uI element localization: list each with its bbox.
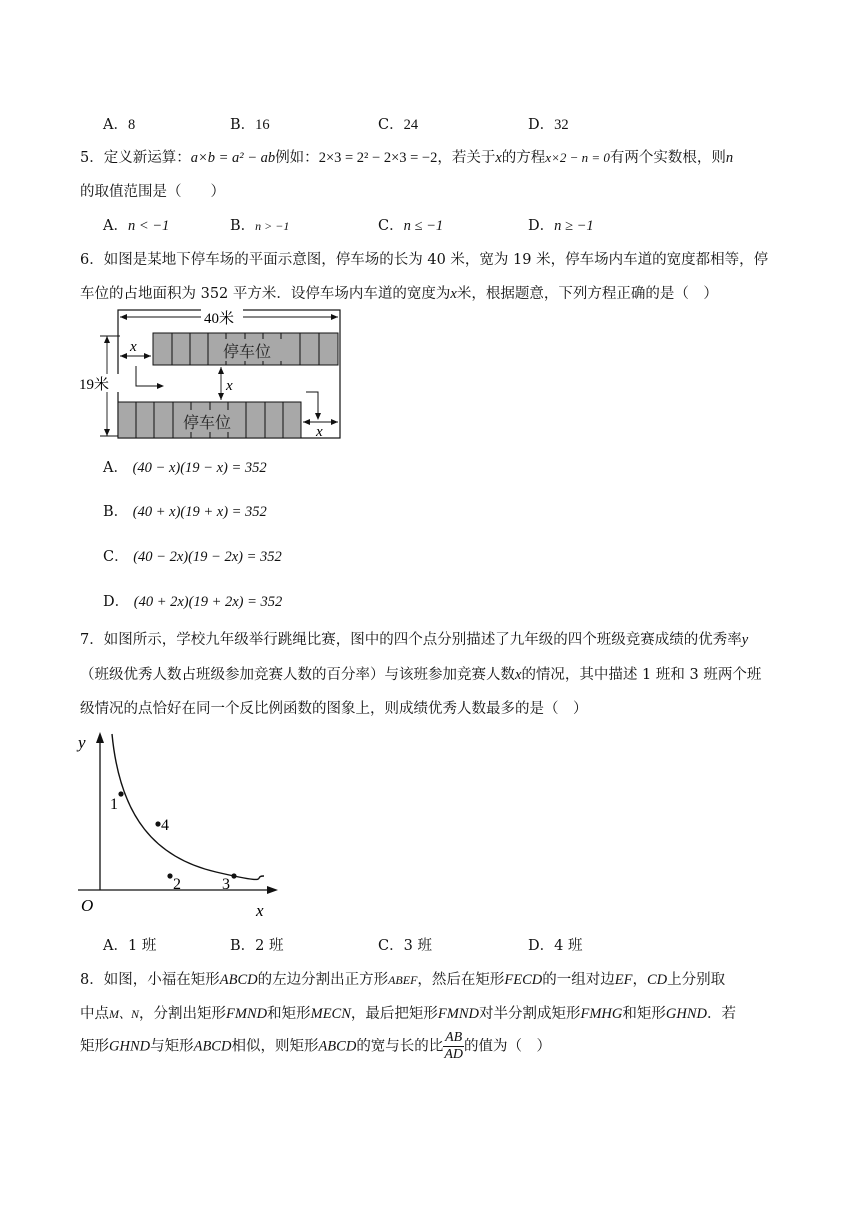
q4-option-b[interactable]: B．16 [230, 117, 270, 133]
width-label: 19米 [79, 377, 110, 393]
q5-option-a[interactable]: A．n < −1 [103, 218, 170, 234]
q5-stem-line2: 的取值范围是（ ） [80, 184, 225, 200]
x-label-bottom-right: x [316, 424, 323, 440]
q8-stem-line1: 8．如图，小福在矩形ABCD的左边分割出正方形ABEF，然后在矩形FECD的一组对边EF，CD上分别取 [80, 972, 726, 988]
q5-option-d[interactable]: D．n ≥ −1 [528, 218, 594, 234]
q4-option-a[interactable]: A．8 [103, 117, 136, 133]
q4-option-d[interactable]: D．32 [528, 117, 569, 133]
inverse-proportion-graph [76, 728, 286, 924]
q6-option-d[interactable]: D． (40 + 2x)(19 + 2x) = 352 [103, 594, 283, 610]
parking-label-bottom: 停车位 [183, 415, 232, 432]
q7-option-a[interactable]: A．1 班 [103, 938, 157, 954]
point-2-label: 2 [173, 876, 181, 893]
q4-option-c[interactable]: C．24 [378, 117, 419, 133]
point-2 [167, 873, 172, 878]
origin-label: O [81, 896, 94, 915]
point-4-label: 4 [161, 817, 169, 834]
q5-option-b[interactable]: B．n > −1 [230, 218, 290, 234]
q7-option-b[interactable]: B．2 班 [230, 938, 284, 954]
q7-stem-line3: 级情况的点恰好在同一个反比例函数的图象上，则成绩优秀人数最多的是（ ） [80, 701, 588, 717]
x-axis-label: x [256, 901, 264, 920]
y-axis-label: y [78, 733, 86, 752]
parking-lot-figure [76, 302, 346, 442]
x-label-top-left: x [130, 339, 137, 355]
q8-stem-line2: 中点M、N，分割出矩形FMND和矩形MECN，最后把矩形FMND对半分割成矩形FMHG和矩形GHND．若 [80, 1006, 736, 1022]
point-4 [155, 821, 160, 826]
q6-option-b[interactable]: B． (40 + x)(19 + x) = 352 [103, 504, 267, 520]
length-label: 40米 [204, 311, 235, 327]
q6-stem-line2: 车位的占地面积为 352 平方米．设停车场内车道的宽度为x米，根据题意，下列方程正确的是（ ） [80, 286, 718, 302]
ab-ad-fraction: $\frac{AB}{AD}$ [444, 1030, 463, 1062]
q6-option-a[interactable]: A． (40 − x)(19 − x) = 352 [103, 460, 267, 476]
q7-option-d[interactable]: D．4 班 [528, 938, 583, 954]
q5-stem-line1: 5．定义新运算：a×b = a² − ab例如：2×3 = 2² − 2×3 = −2，若关于x的方程x×2 − n = 0有两个实数根，则n [80, 150, 734, 166]
point-3-label: 3 [222, 876, 230, 893]
parking-label-top: 停车位 [223, 344, 272, 361]
q6-stem-line1: 6．如图是某地下停车场的平面示意图，停车场的长为 40 米，宽为 19 米，停车场内车道的宽度都相等，停 [80, 252, 769, 268]
point-1 [118, 791, 123, 796]
point-3 [231, 873, 236, 878]
x-label-middle: x [226, 378, 233, 394]
q6-option-c[interactable]: C． (40 − 2x)(19 − 2x) = 352 [103, 549, 282, 565]
q5-option-c[interactable]: C．n ≤ −1 [378, 218, 444, 234]
inverse-curve [112, 734, 264, 879]
q7-stem-line1: 7．如图所示，学校九年级举行跳绳比赛，图中的四个点分别描述了九年级的四个班级竞赛成绩的优秀率y [80, 632, 749, 648]
point-1-label: 1 [110, 796, 118, 813]
q7-stem-line2: （班级优秀人数占班级参加竞赛人数的百分率）与该班参加竞赛人数x的情况，其中描述 1 班和 3 班两个班 [80, 667, 762, 683]
q8-stem-line3: 矩形GHND与矩形ABCD相似，则矩形ABCD的宽与长的比 $\frac{AB}{AD}$ 的值为（ ） [80, 1030, 551, 1062]
q7-option-c[interactable]: C．3 班 [378, 938, 432, 954]
